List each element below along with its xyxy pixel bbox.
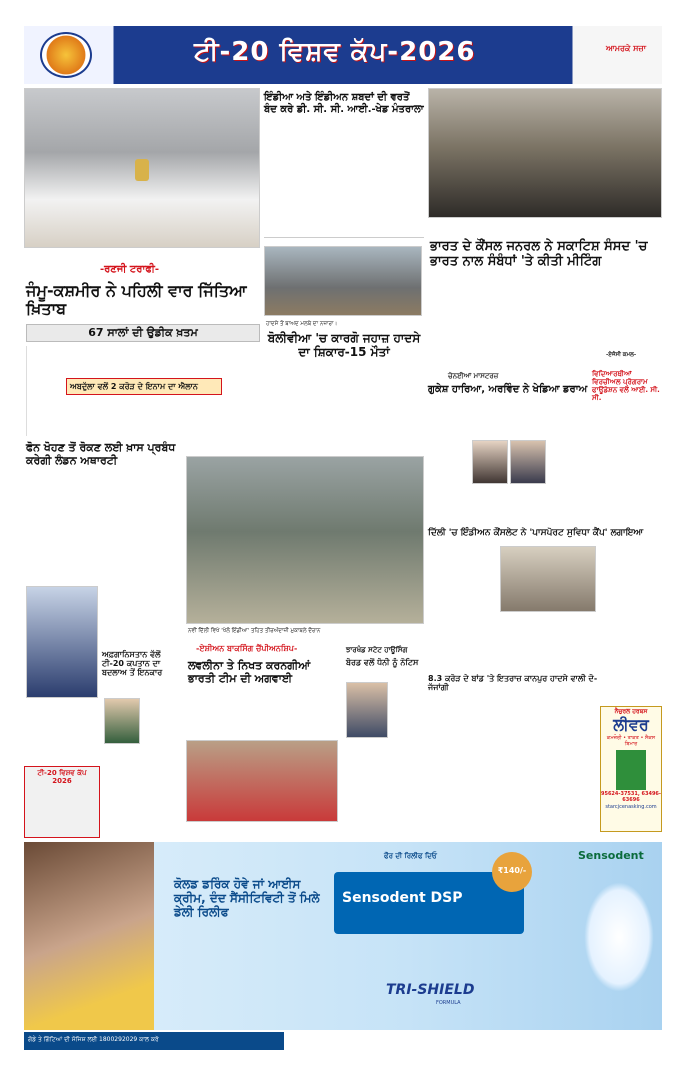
chess-body <box>428 396 470 522</box>
header-banner <box>24 26 662 84</box>
archery-caption: ਨਵੀਂ ਦਿੱਲੀ ਵਿਖੇ 'ਖੇਲੋ ਇੰਡੀਆ' ਤਹਿਤ ਤੀਰਅੰਦਾਜ਼ੀ ਮੁਕਾਬਲੇ ਦੌਰਾਨ <box>188 628 321 634</box>
liver-ad <box>600 706 662 832</box>
cricketer-photo <box>26 586 98 698</box>
stampede-headline: 8.3 ਕਰੋੜ ਦੇ ਬਾਂਡ 'ਤੇ ਇਤਰਾਜ਼ ਕਾਨਪੁਰ ਹਾਦਸੇ ਵਾਲੀ ਦੋ-ਜੱਜਾਂਗੀ <box>428 674 598 693</box>
liver-ad-bottle-icon <box>616 750 646 790</box>
scotland-meeting-photo <box>428 88 662 218</box>
london-body <box>26 486 184 582</box>
boxing-kicker: -ਏਸ਼ੀਅਨ ਬਾਕਸਿੰਗ ਚੈਂਪੀਅਨਸ਼ਿਪ- <box>196 644 298 653</box>
bolivia-body <box>264 370 424 442</box>
t20-schedule-box <box>24 766 100 838</box>
tri-shield-logo: TRI-SHIELD <box>386 982 475 998</box>
dhoni-photo <box>346 682 388 738</box>
scotland-headline: ਭਾਰਤ ਦੇ ਕੌਂਸਲ ਜਨਰਲ ਨੇ ਸਕਾਟਿਸ਼ ਸੰਸਦ 'ਚ ਭਾਰਤ ਨਾਲ ਸੰਬੰਧਾਂ 'ਤੇ ਕੀਤੀ ਮੀਟਿੰਗ <box>430 239 648 269</box>
trophy-icon <box>135 159 149 181</box>
sensodent-ad <box>24 842 662 1030</box>
boxing-photo <box>186 740 338 822</box>
trophy-logo-icon <box>40 32 92 78</box>
ranji-inset-box: ਅਬਦੁੱਲਾ ਵਲੋਂ 2 ਕਰੋੜ ਦੇ ਇਨਾਮ ਦਾ ਐਲਾਨ <box>66 378 222 395</box>
embassy-photo <box>500 546 596 612</box>
price-tag: ₹140/- <box>492 852 532 892</box>
sensodent-brand: Sensodent <box>578 849 644 862</box>
top-middle-headline: ਇੰਡੀਆ ਅਤੇ ਇੰਡੀਅਨ ਸ਼ਬਦਾਂ ਦੀ ਵਰਤੋਂ ਬੰਦ ਕਰੇ ਡੀ. ਸੀ. ਸੀ. ਆਈ.-ਖੇਡ ਮੰਤਰਾਲਾ <box>264 92 424 115</box>
dhoni-headline: ਬੋਰਡ ਵਲੋਂ ਧੋਨੀ ਨੂੰ ਨੋਟਿਸ <box>346 658 419 667</box>
ranji-team-photo <box>24 88 260 248</box>
relief-tag: ਫੌਰ ਦੀ ਰਿਲੀਫ ਦਿਓ <box>384 852 437 860</box>
arvind-photo <box>510 440 546 484</box>
london-headline: ਫੋਨ ਖੋਹਣ ਤੋਂ ਰੋਕਣ ਲਈ ਖ਼ਾਸ ਪ੍ਰਬੰਧ ਕਰੇਗੀ ਲੰਡਨ ਅਥਾਰਟੀ <box>26 441 176 467</box>
tri-shield-sub: FORMULA <box>436 1000 461 1006</box>
sensodent-product: Sensodent DSP <box>342 890 463 906</box>
chess-kicker: ਚੇਨਈਆਂ ਮਾਸਟਰਜ਼ <box>448 372 499 380</box>
banner-title: ਟੀ-20 ਵਿਸ਼ਵ ਕੱਪ-2026 <box>194 37 476 67</box>
liver-ad-phone: 95624-37531, 63496-63696 <box>601 791 661 804</box>
embassy-headline: ਦਿੱਲੀ 'ਚ ਇੰਡੀਅਨ ਕੌਂਸਲੇਟ ਨੇ 'ਪਾਸਪੋਰਟ ਸੁਵਿਧਾ ਕੈਂਪ' ਲਗਾਇਆ <box>428 528 644 538</box>
woman-photo <box>24 842 154 1030</box>
embassy-body <box>428 548 498 668</box>
side-notice-body <box>592 400 662 520</box>
afghanistan-headline: ਅਫ਼ਗਾਨਿਸਤਾਨ ਵੱਲੋਂ ਟੀ-20 ਕਪਤਾਨ ਦਾ ਬਦਲਾਅ ਤੋਂ ਇਨਕਾਰ <box>102 650 163 678</box>
ranji-subhead: 67 ਸਾਲਾਂ ਦੀ ਉਡੀਕ ਖ਼ਤਮ <box>26 324 260 342</box>
t20-box-title: ਟੀ-20 ਵਿਸ਼ਵ ਕੱਪ 2026 <box>37 769 87 786</box>
bolivia-crash-photo <box>264 246 422 316</box>
archery-photo <box>186 456 424 624</box>
boxing-headline: ਲਵਲੀਨਾ ਤੇ ਨਿਖਤ ਕਰਨਗੀਆਂ ਭਾਰਤੀ ਟੀਮ ਦੀ ਅਗਵਾਈ <box>188 659 311 685</box>
afghan-captain-photo <box>104 698 140 744</box>
dhoni-kicker: ਝਾਰਖੰਡ ਸਟੇਟ ਹਾਊਸਿੰਗ <box>346 646 408 654</box>
scotland-body <box>430 296 662 346</box>
ranji-headline: ਜੰਮੂ-ਕਸ਼ਮੀਰ ਨੇ ਪਹਿਲੀ ਵਾਰ ਜਿੱਤਿਆ ਖ਼ਿਤਾਬ <box>26 281 247 319</box>
bolivia-headline: ਬੋਲੀਵੀਆ 'ਚ ਕਾਰਗੋ ਜਹਾਜ਼ ਹਾਦਸੇ ਦਾ ਸ਼ਿਕਾਰ-15 ਮੌਤਾਂ <box>267 331 421 359</box>
liver-ad-top: ਨੈਚੁਰਲ ਹਰਬਸ <box>614 708 648 715</box>
liver-ad-brand: ਲੀਵਰ <box>613 714 649 734</box>
banner-side-tag: ਆਮਰਕੇ ਸਜ਼ਾ <box>605 44 646 53</box>
top-middle-body <box>264 126 424 238</box>
scotland-signoff: -ਏਜੰਸੀ ਕਮਲ- <box>606 352 637 358</box>
liver-ad-website: starcjcenasking.com <box>605 803 657 810</box>
side-notice-headline: ਵਿਦਿਆਰਥੀਆਂ ਵਿਰਚੀਅਲ ਪ੍ਰੋਗਰਾਮ ਫਾਊਂਡੇਸ਼ਨ ਵਲੋਂ ਆਈ. ਸੀ. ਸੀ. <box>592 370 660 403</box>
gukesh-photo <box>472 440 508 484</box>
liver-ad-tagline: ਕਮਜ਼ੋਰੀ • ਤਾਕਤ • ਸੈਕਸ ਬਿਮਾਰ <box>606 735 656 748</box>
chess-headline: ਗੁਕੇਸ਼ ਹਾਰਿਆ, ਅਰਵਿੰਦ ਨੇ ਖੇਡਿਆ ਡਰਾਅ <box>428 384 588 395</box>
ranji-kicker: -ਰਣਜੀ ਟਰਾਫੀ- <box>100 264 160 275</box>
sensodent-headline: ਕੋਲਡ ਡਰਿੰਕ ਹੋਵੇ ਜਾਂ ਆਈਸ ਕ੍ਰੀਮ, ਦੰਦ ਸੈਂਸੀਟਿਵਿਟੀ ਤੋਂ ਮਿਲੇ ਡੇਲੀ ਰਿਲੀਫ <box>174 877 320 919</box>
tooth-icon <box>584 882 654 992</box>
footer-strip: ਗੋਡੇ ਤੇ ਗਿੱਟਿਆਂ ਦੀ ਸੋਜਿਸ਼ ਲਈ 1800292029 ਕਾਲ ਕਰੋ <box>24 1032 284 1050</box>
bolivia-caption: ਹਾਦਸੇ ਤੋਂ ਬਾਅਦ ਮਲਬੇ ਦਾ ਨਜ਼ਾਰਾ। <box>266 321 338 327</box>
stampede-body <box>428 700 598 830</box>
